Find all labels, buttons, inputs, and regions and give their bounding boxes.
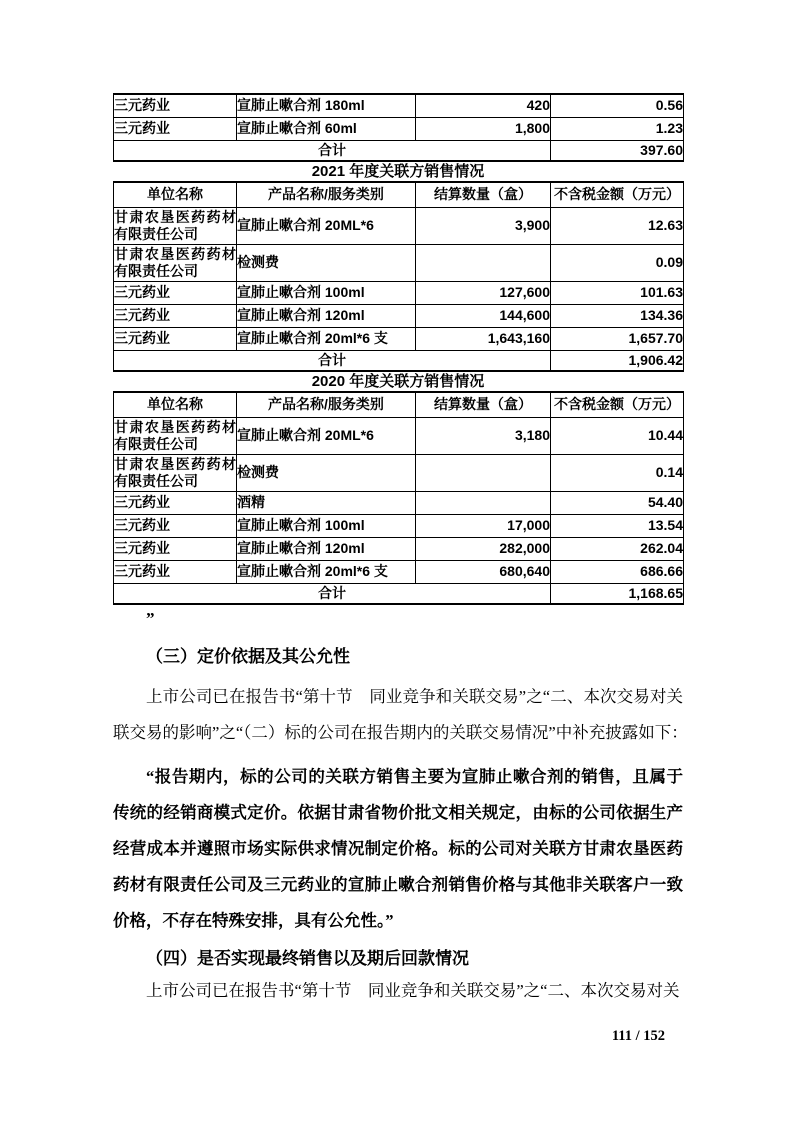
related-sales-table-2021 — [113, 181, 684, 372]
column-header: 单位名称 — [114, 392, 237, 418]
total-amount-cell: 397.60 — [551, 140, 684, 161]
table-row — [114, 560, 684, 583]
quantity-cell: 1,800 — [416, 117, 551, 140]
header-row — [114, 392, 684, 418]
amount-cell: 101.63 — [551, 281, 684, 304]
unit-name-cell: 三元药业 — [114, 281, 237, 304]
page-content — [113, 0, 688, 1003]
quantity-cell — [416, 454, 551, 491]
product-name-cell: 宣肺止嗽合剂 120ml — [237, 537, 416, 560]
unit-name-cell: 三元药业 — [114, 491, 237, 514]
table-row — [114, 304, 684, 327]
quantity-cell: 1,643,160 — [416, 327, 551, 350]
table-row — [114, 327, 684, 350]
closing-quote-mark: ” — [146, 608, 155, 628]
paragraph-quoted-pricing — [113, 759, 683, 939]
quantity-cell: 127,600 — [416, 281, 551, 304]
column-header: 单位名称 — [114, 182, 237, 208]
table-row — [114, 514, 684, 537]
unit-name-cell: 三元药业 — [114, 304, 237, 327]
product-name-cell: 宣肺止嗽合剂 20ML*6 — [237, 417, 416, 454]
total-amount-cell: 1,906.42 — [551, 350, 684, 371]
amount-cell: 0.09 — [551, 244, 684, 281]
text-line: 联交易的影响”之“（二）标的公司在报告期内的关联交易情况”中补充披露如下： — [113, 722, 688, 742]
product-name-cell: 宣肺止嗽合剂 20ML*6 — [237, 207, 416, 244]
unit-name-cell: 三元药业 — [114, 514, 237, 537]
header-row — [114, 182, 684, 208]
table-row — [114, 117, 684, 140]
table-row — [114, 454, 684, 491]
text-line: 经营成本并遵照市场实际供求情况制定价格。标的公司对关联方甘肃农垦医药 — [113, 838, 683, 858]
product-name-cell: 宣肺止嗽合剂 100ml — [237, 514, 416, 537]
unit-name-cell: 三元药业 — [114, 537, 237, 560]
amount-cell: 12.63 — [551, 207, 684, 244]
amount-cell: 134.36 — [551, 304, 684, 327]
product-name-cell: 检测费 — [237, 454, 416, 491]
total-label-cell: 合计 — [114, 140, 551, 161]
product-name-cell: 宣肺止嗽合剂 20ml*6 支 — [237, 560, 416, 583]
table-caption-2021: 2021 年度关联方销售情况 — [311, 162, 485, 180]
table-row — [114, 491, 684, 514]
product-name-cell: 宣肺止嗽合剂 20ml*6 支 — [237, 327, 416, 350]
product-name-cell: 酒精 — [237, 491, 416, 514]
product-name-cell: 宣肺止嗽合剂 100ml — [237, 281, 416, 304]
total-label-cell: 合计 — [114, 350, 551, 371]
amount-cell: 54.40 — [551, 491, 684, 514]
quantity-cell: 3,900 — [416, 207, 551, 244]
quantity-cell: 680,640 — [416, 560, 551, 583]
total-amount-cell: 1,168.65 — [551, 583, 684, 604]
total-row — [114, 350, 684, 371]
text-line: 上市公司已在报告书“第十节 同业竞争和关联交易”之“二、本次交易对关 — [146, 980, 680, 1000]
section-heading-3: （三）定价依据及其公允性 — [146, 646, 350, 666]
text-line: 价格，不存在特殊安排，具有公允性。” — [113, 910, 394, 930]
unit-name-cell: 甘肃农垦医药药材有限责任公司 — [114, 207, 237, 244]
column-header: 不含税金额（万元） — [551, 182, 684, 208]
unit-name-cell: 甘肃农垦医药药材有限责任公司 — [114, 417, 237, 454]
related-sales-table-continuation — [113, 93, 684, 162]
quantity-cell: 144,600 — [416, 304, 551, 327]
unit-name-cell: 三元药业 — [114, 560, 237, 583]
column-header: 不含税金额（万元） — [551, 392, 684, 418]
table-row — [114, 537, 684, 560]
text-line: 传统的经销商模式定价。依据甘肃省物价批文相关规定，由标的公司依据生产 — [113, 802, 683, 822]
amount-cell: 262.04 — [551, 537, 684, 560]
quantity-cell: 282,000 — [416, 537, 551, 560]
table-row — [114, 281, 684, 304]
quantity-cell — [416, 491, 551, 514]
quantity-cell: 17,000 — [416, 514, 551, 537]
table-row — [114, 417, 684, 454]
unit-name-cell: 三元药业 — [114, 327, 237, 350]
product-name-cell: 宣肺止嗽合剂 120ml — [237, 304, 416, 327]
quantity-cell — [416, 244, 551, 281]
text-line: “报告期内，标的公司的关联方销售主要为宣肺止嗽合剂的销售，且属于 — [146, 766, 683, 786]
total-row — [114, 583, 684, 604]
total-label-cell: 合计 — [114, 583, 551, 604]
column-header: 产品名称/服务类别 — [237, 182, 416, 208]
amount-cell: 0.56 — [551, 94, 684, 117]
text-line: 上市公司已在报告书“第十节 同业竞争和关联交易”之“二、本次交易对关 — [146, 686, 683, 706]
quantity-cell: 3,180 — [416, 417, 551, 454]
unit-name-cell: 甘肃农垦医药药材有限责任公司 — [114, 244, 237, 281]
unit-name-cell: 甘肃农垦医药药材有限责任公司 — [114, 454, 237, 491]
unit-name-cell: 三元药业 — [114, 94, 237, 117]
page-number: 111 / 152 — [611, 1028, 665, 1044]
amount-cell: 1,657.70 — [551, 327, 684, 350]
text-line: 药材有限责任公司及三元药业的宣肺止嗽合剂销售价格与其他非关联客户一致 — [113, 874, 683, 894]
amount-cell: 1.23 — [551, 117, 684, 140]
related-sales-table-2020 — [113, 391, 684, 605]
amount-cell: 686.66 — [551, 560, 684, 583]
section-heading-4: （四）是否实现最终销售以及期后回款情况 — [146, 948, 469, 968]
amount-cell: 10.44 — [551, 417, 684, 454]
product-name-cell: 宣肺止嗽合剂 180ml — [237, 94, 416, 117]
amount-cell: 13.54 — [551, 514, 684, 537]
quantity-cell: 420 — [416, 94, 551, 117]
table-caption-2020: 2020 年度关联方销售情况 — [311, 372, 485, 390]
total-row — [114, 140, 684, 161]
amount-cell: 0.14 — [551, 454, 684, 491]
column-header: 产品名称/服务类别 — [237, 392, 416, 418]
column-header: 结算数量（盒） — [416, 392, 551, 418]
table-row — [114, 244, 684, 281]
table-row — [114, 94, 684, 117]
table-row — [114, 207, 684, 244]
column-header: 结算数量（盒） — [416, 182, 551, 208]
product-name-cell: 检测费 — [237, 244, 416, 281]
product-name-cell: 宣肺止嗽合剂 60ml — [237, 117, 416, 140]
paragraph-disclosure — [113, 679, 688, 751]
unit-name-cell: 三元药业 — [114, 117, 237, 140]
paragraph-final — [113, 979, 683, 1003]
